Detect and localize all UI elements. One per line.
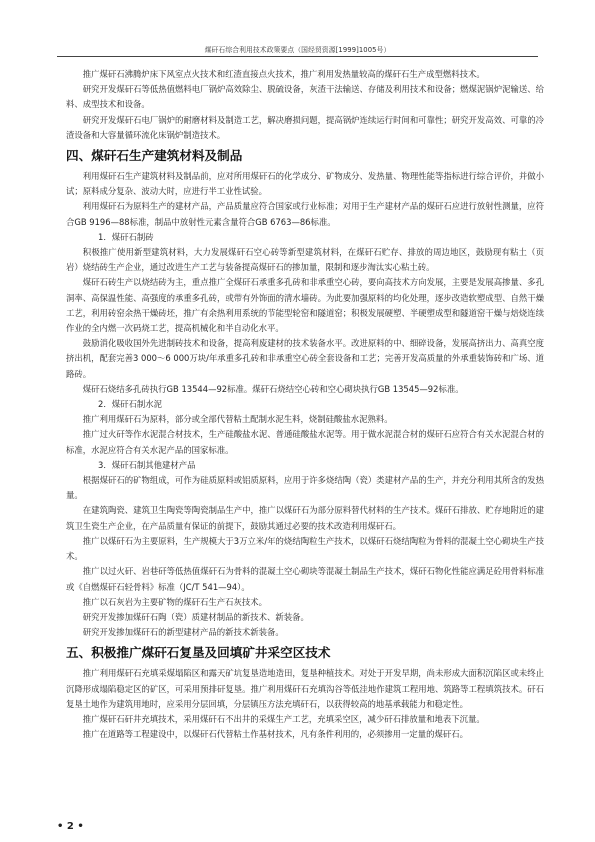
section-heading: 四、煤矸石生产建筑材料及制品 [66,148,243,164]
paragraph: 研究开发煤矸石电厂锅炉的耐磨材料及制造工艺，解决磨损问题，提高锅炉连续运行时间和可靠性；研究开发高效、可靠的冷渣设备和大容量循环流化床锅炉制造技术。 [66,114,544,140]
paragraph: 推广以石灰岩为主要矿物的煤矸石生产石灰技术。 [82,596,268,607]
paragraph: 煤矸石砖生产以烧结砖为主，重点推广全煤矸石承重多孔砖和非承重空心砖，要向高技术方向发展，主要是发展高掺量、多孔洞率、高保温性能、高强度的承重多孔砖，或带有外饰面的清水墙砖。为此要加强原料的均化处理，逐步改造软塑成型、自然干燥工艺，利用砖窑余热干燥砖坯，推广有余热利用系统的节能型轮窑和隧道窑；积极发展硬塑、半硬塑成型和隧道窑干燥与焙烧连续作业的全内燃一次码烧工艺，提高机械化和半自动化水平。 [66,277,544,334]
running-header: 煤矸石综合利用技术政策要点（国经贸资源[1999]1005号） [204,46,391,54]
paragraph: 鼓励消化吸收国外先进制砖技术和设备，提高利废建材的技术装备水平。改进原料的中、细碎设备，发展高挤出力、高真空度挤出机，配套完善3 000～6 000万块/年承重多孔砖和非承重空心砖全套设备和工艺；完善开发高质量的外承重装饰砖和广场、道路砖。 [66,338,544,379]
paragraph: 推广在道路等工程建设中，以煤矸石代替粘土作基材技术，凡有条件利用的，必须掺用一定量的煤矸石。 [82,729,469,740]
page-number: • 2 • [57,821,84,832]
document-body [66,67,544,742]
subsection-heading: 3．煤矸石制其他建材产品 [98,459,196,470]
paragraph: 推广以过火矸、岩巷矸等低热值煤矸石为骨料的混凝土空心砌块等混凝土制品生产技术，煤矸石物化性能应满足砼用骨料标准或《自燃煤矸石轻骨料》标准（JC/T 541—94）。 [66,566,544,592]
paragraph: 推广利用煤矸石为原料，部分或全部代替粘土配制水泥生料，烧制硅酸盐水泥熟料。 [82,414,393,425]
subsection-heading: 2．煤矸石制水泥 [98,399,162,410]
paragraph: 研究开发掺加煤矸石陶（瓷）质建材制品的新技术、新装备。 [82,611,309,622]
paragraph: 根据煤矸石的矿物组成，可作为硅质原料或铝质原料，应用于许多烧结陶（瓷）类建材产品的生产，并充分利用其所含的发热量。 [66,475,544,501]
paragraph: 推广煤矸石矸井充填技术，采用煤矸石不出井的采煤生产工艺，充填采空区，减少矸石排放量和地表下沉量。 [82,713,485,724]
paragraph: 煤矸石烧结多孔砖执行GB 13544—92标准。煤矸石烧结空心砖和空心砌块执行GB 13545—92标准。 [82,383,464,394]
paragraph: 利用煤矸石生产建筑材料及制品前，应对所用煤矸石的化学成分、矿物成分、发热量、物理性能等指标进行综合评价，并做小试；原料成分复杂、波动大时，应进行半工业性试验。 [66,171,544,197]
paragraph: 推广过火矸等作水泥混合材技术，生产硅酸盐水泥、普通硅酸盐水泥等。用于做水泥混合材的煤矸石应符合有关水泥混合材的标准，水泥应符合有关水泥产品的国家标准。 [66,429,544,455]
section-heading: 五、积极推广煤矸石复垦及回填矿井采空区技术 [66,645,331,661]
paragraph: 在建筑陶瓷、建筑卫生陶瓷等陶瓷制品生产中，推广以煤矸石为部分原料替代材料的生产技术。煤矸石排放、贮存地附近的建筑卫生瓷生产企业，在产品质量有保证的前提下，鼓励其通过必要的技术改造利用煤矸石。 [66,505,544,531]
paragraph: 积极推广使用新型建筑材料，大力发展煤矸石空心砖等新型建筑材料，在煤矸石贮存、排放的周边地区，鼓励现有粘土（页岩）烧结砖生产企业，通过改进生产工艺与装备提高煤矸石的掺加量，限制和逐步淘汰实心粘土砖。 [66,247,544,273]
paragraph: 研究开发掺加煤矸石的新型建材产品的新技术新装备。 [82,627,284,638]
paragraph: 推广以煤矸石为主要原料，生产规模大于3万立米/年的烧结陶粒生产技术，以煤矸石烧结陶粒为骨料的混凝土空心砌块生产技术。 [66,535,544,562]
paragraph: 利用煤矸石为原料生产的建材产品，产品质量应符合国家或行业标准；对用于生产建材产品的煤矸石应进行放射性测量，应符合GB 9196—88标准，制品中放射性元素含量符合GB 6763—86标准。 [66,201,544,227]
paragraph: 研究开发煤矸石等低热值燃料电厂锅炉高效除尘、脱硫设备，灰渣干法输送、存储及利用技术和设备；燃煤泥锅炉泥输送、给料、成型技术和设备。 [66,84,544,110]
paragraph: 推广利用煤矸石充填采煤塌陷区和露天矿坑复垦造地造田，复垦种植技术。对处于开发早期，尚未形成大面积沉陷区或未终止沉降形成塌陷稳定区的矿区，可采用预排矸复垦。推广利用煤矸石充填沟谷等低洼地作建筑工程用地、筑路等工程填筑技术。矸石复垦土地作为建筑用地时，应采用分层回填，分层镇压方法充填矸石，以获得较高的地基承载能力和稳定性。 [66,668,544,709]
paragraph: 推广煤矸石沸腾炉床下风室点火技术和红渣直接点火技术，推广利用发热量较高的煤矸石生产成型燃料技术。 [82,69,485,79]
header-rule [57,56,538,57]
subsection-heading: 1．煤矸石制砖 [98,231,154,242]
